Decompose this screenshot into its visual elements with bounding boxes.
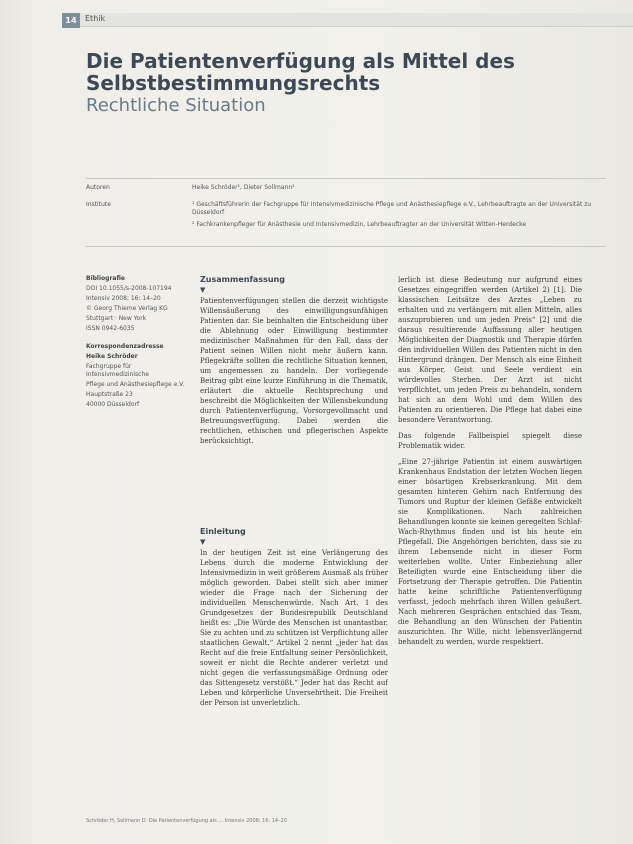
page-number: 14 [62, 13, 80, 28]
intro-heading: Einleitung [200, 527, 246, 536]
biblio-line: ISSN 0942-6035 [86, 325, 135, 332]
contact-line: Fachgruppe für Intensivmedizinische [86, 363, 149, 378]
biblio-heading: Bibliografie [86, 275, 125, 282]
footer-citation: Schröder H, Sollmann D. Die Patientenverfügung als ... Intensiv 2008; 16: 14–20 [86, 818, 287, 824]
sidebar [86, 275, 186, 411]
contact-line: Hauptstraße 23 [86, 391, 133, 398]
intro-section [200, 527, 388, 812]
body-paragraph: „Eine 27-jährige Patientin ist einem auswärtigen Krankenhaus Endstation der letzten Wochen liegen einer bösartigen Krebserkrankung. Mit dem gesamten hinteren Gehirn nach Entfernung des Tumors und Ruptur der kleinen Gefäße entwickelt sie Komplikationen. Nach zahlreichen Behandlungen konnte sie keinen geregelten Schlaf-Wach-Rhythmus finden und ist bis heute ein Pflegefall. Die Angehörigen berichten, dass sie zu ihrem Lebensende nicht in dieser Form weiterleben wollte. Unter Einbeziehung aller Beteiligten wurde eine Entscheidung über die Fortsetzung der Therapie getroffen. Die Patientin hatte keine schriftliche Patientenverfügung verfasst, jedoch mehrfach ihren Willen geäußert. Nach mehreren Gesprächen entschied das Team, die Behandlung an den Wünschen der Patientin auszurichten. Ihr Wille, nicht lebensverlängernd behandelt zu werden, wurde respektiert. [398, 458, 582, 646]
header-rule [62, 26, 633, 27]
institution-label: Institute [86, 201, 111, 208]
triangle-marker-icon: ▼ [200, 538, 206, 546]
body-paragraph: lerlich ist diese Bedeutung nur aufgrund eines Gesetzes eingegriffen werden (Artikel 2) [1]. Die klassischen Leitsätze des Arztes „Leben zu erhalten und zu verlängern mit allen Mitteln, alles auszuprobieren und um jeden Preis“ [2] und die daraus resultierende Auffassung aller heutigen Möglichkeiten der Diagnostik und Therapie dürfen den individuellen Willen des Patienten nicht in den Hintergrund drängen. Der Mensch als eine Einheit aus Körper, Geist und Seele verdient ein würdevolles Sterben. Der Arzt ist nicht verpflichtet, um jeden Preis zu behandeln, sondern hat sich an dem Wohl und dem Willen des Patienten zu orientieren. Die Pflege hat dabei eine besondere Verantwortung. [398, 276, 582, 424]
biblio-line: Intensiv 2008; 16: 14–20 [86, 295, 161, 302]
abstract-heading: Zusammenfassung [200, 275, 285, 284]
contact-line: 40000 Düsseldorf [86, 401, 140, 408]
contact-name: Heike Schröder [86, 353, 138, 360]
biblio-line: Stuttgart · New York [86, 315, 147, 322]
section-label: Ethik [85, 14, 106, 23]
institution-2: ² Fachkrankenpfleger für Anästhesie und Intensivmedizin, Lehrbeauftragter an der Universität Witten-Herdecke [192, 221, 527, 228]
contact-heading: Korrespondenzadresse [86, 343, 164, 350]
biblio-line: © Georg Thieme Verlag KG [86, 305, 168, 312]
article-title: Die Patientenverfügung als Mittel des Selbstbestimmungsrechts [86, 49, 515, 95]
divider [86, 178, 606, 179]
divider [86, 246, 606, 247]
biblio-line: DOI 10.1055/s-2008-107194 [86, 285, 172, 292]
triangle-marker-icon: ▼ [200, 286, 206, 294]
authors-label: Autoren [86, 184, 110, 191]
header-band [62, 13, 633, 27]
abstract-section [200, 275, 388, 515]
article-subtitle: Rechtliche Situation [86, 95, 266, 116]
body-paragraph: Das folgende Fallbeispiel spiegelt diese Problematik wider. [398, 432, 582, 450]
right-column [398, 275, 582, 812]
intro-text: In der heutigen Zeit ist eine Verlängerung des Lebens durch die moderne Entwicklung der Intensivmedizin in weit größerem Ausmaß als früher möglich geworden. Dabei stellt sich aber immer wieder die Frage nach der Sicherung der individuellen Menschenwürde. Nach Art. 1 des Grundgesetzes der Bundesrepublik Deutschland heißt es: „Die Würde des Menschen ist unantastbar. Sie zu achten und zu schützen ist Verpflichtung aller staatlichen Gewalt.“ Artikel 2 nennt „jeder hat das Recht auf die freie Entfaltung seiner Persönlichkeit, soweit er nicht die Rechte anderer verletzt und nicht gegen die verfassungsmäßige Ordnung oder das Sittengesetz verstößt.“ Jeder hat das Recht auf Leben und körperliche Unversehrtheit. Die Freiheit der Person ist unverletzlich. [200, 549, 388, 707]
institution-1: ¹ Geschäftsführerin der Fachgruppe für Intensivmedizinische Pflege und Anästhesiepflege e.V., Lehrbeauftragte an der Universität zu Düsseldorf [192, 201, 592, 216]
abstract-text: Patientenverfügungen stellen die derzeit wichtigste Willensäußerung des einwilligungsunfähigen Patienten dar. Sie beinhalten die Entscheidung über die Ablehnung oder Einwilligung bestimmter medizinischer Maßnahmen für den Fall, dass der Patient seinen Willen nicht mehr äußern kann. Pflegekräfte sollten die rechtliche Situation kennen, um angemessen zu handeln. Der vorliegende Beitrag gibt eine kurze Einführung in die Thematik, erläutert die aktuelle Rechtsprechung und beschreibt die Möglichkeiten der Willensbekundung durch Patientenverfügung, Vorsorgevollmacht und Betreuungsverfügung. Dabei werden die rechtlichen, ethischen und pflegerischen Aspekte berücksichtigt. [200, 297, 388, 445]
contact-line: Pflege und Anästhesiepflege e.V. [86, 381, 185, 388]
authors-value: Heike Schröder¹, Dieter Sollmann² [192, 184, 295, 191]
